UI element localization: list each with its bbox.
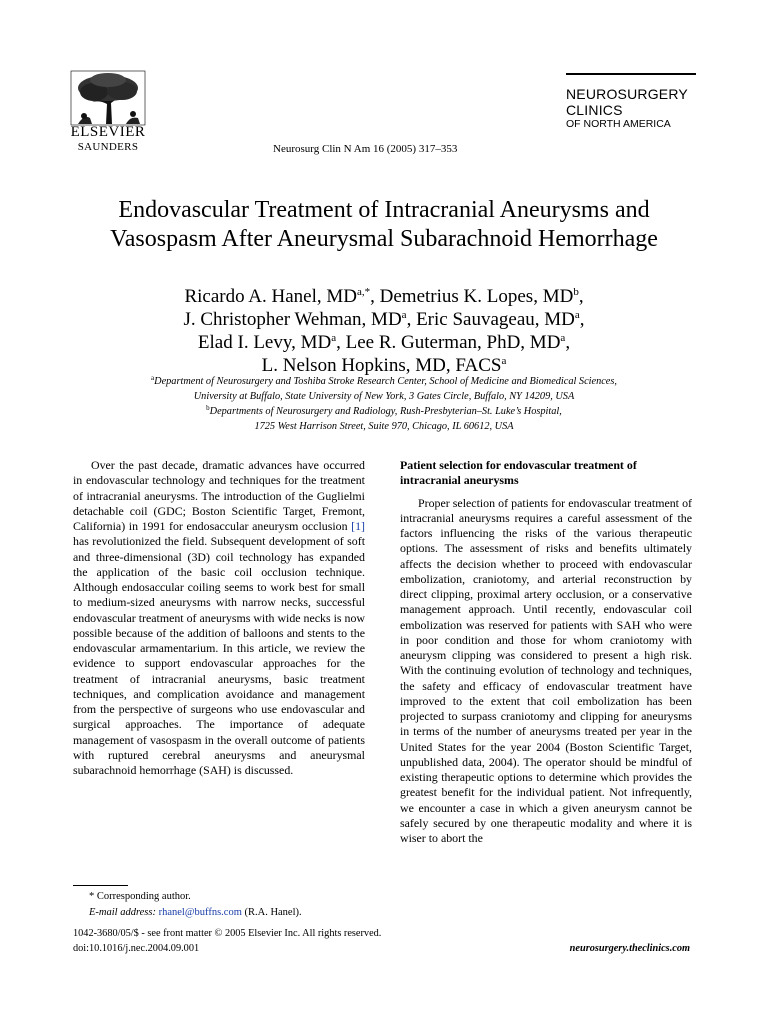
email-line — [73, 905, 365, 921]
author-list — [70, 285, 698, 377]
section-heading: Patient selection for endovascular treatment of intracranial aneurysms — [400, 458, 637, 488]
author-line — [70, 331, 698, 354]
author-name: Ricardo A. Hanel, MD — [184, 286, 357, 307]
author-separator: , — [565, 332, 571, 353]
footnote — [73, 889, 365, 921]
author-affiliation-mark: b — [573, 286, 579, 298]
intro-paragraph — [73, 458, 365, 778]
intro-text-cont: has revolutionized the field. Subsequent development of soft and three-dimensional (3D) coil technology has expanded the application of the basic coil occlusion technique. Although endosaccular coiling seems to work best for small to medium-sized aneurysms with narrow necks, successful endovascular treatment of aneurysms with wide necks is now possible because of the addition of balloons and stents to the endovascular armamentarium. In this article, we review the evidence to support endovascular approaches for the treatment of intracranial aneurysms, basic treatment techniques, and complication avoidance and management from the perspective of surgeons who use endovascular and surgical approaches. The importance of adequate management of vasospasm in the overall outcome of patients with ruptured cerebral aneurysms and aneurysmal subarachnoid hemorrhage (SAH) is discussed. — [73, 534, 365, 777]
journal-title-line1: NEUROSURGERY — [566, 86, 688, 102]
author-affiliation-mark: a — [560, 332, 566, 344]
author-separator: , — [370, 286, 380, 307]
author-separator: , — [406, 309, 417, 330]
author-separator: , — [578, 286, 584, 307]
doi-line[interactable]: doi:10.1016/j.nec.2004.09.001 — [73, 943, 200, 954]
affiliation-text: Department of Neurosurgery and Toshiba Stroke Research Center, School of Medicine and Biomedical Sciences, — [154, 376, 617, 387]
email-label: E-mail address: — [89, 907, 156, 918]
footnote-rule — [73, 885, 128, 886]
affiliation-line — [70, 374, 698, 389]
author-name: Elad I. Levy, MD — [197, 332, 332, 353]
intro-text: Over the past decade, dramatic advances have occurred in endovascular technology and techniques for the treatment of intracranial aneurysms. The introduction of the Guglielmi detachable coil (GDC; Boston Scientific Target, Fremont, California) in 1991 for endosaccular aneurysm occlusion — [73, 458, 365, 533]
affiliations — [70, 374, 698, 434]
affiliation-mark: b — [206, 404, 210, 412]
journal-title — [566, 86, 688, 118]
corresponding-author-note: * Corresponding author. — [89, 891, 191, 902]
author-affiliation-mark: a — [401, 309, 407, 321]
author-separator: , — [336, 332, 346, 353]
author-name: J. Christopher Wehman, MD — [183, 309, 402, 330]
author-affiliation-mark: a — [501, 355, 507, 367]
author-name: L. Nelson Hopkins, MD, FACS — [261, 355, 502, 376]
author-separator: , — [579, 309, 585, 330]
journal-citation: Neurosurg Clin N Am 16 (2005) 317–353 — [273, 143, 458, 155]
affiliation-text: Departments of Neurosurgery and Radiology, Rush-Presbyterian–St. Luke’s Hospital, — [209, 406, 562, 417]
journal-subtitle: OF NORTH AMERICA — [566, 118, 671, 130]
author-affiliation-mark: a,* — [357, 286, 371, 298]
issn-line: 1042-3680/05/$ - see front matter © 2005 Elsevier Inc. All rights reserved. — [73, 928, 382, 939]
affiliation-line — [70, 404, 698, 419]
affiliation-mark: a — [151, 374, 155, 382]
affiliation-line: University at Buffalo, State University of New York, 3 Gates Circle, Buffalo, NY 14209, USA — [193, 391, 575, 402]
author-line — [70, 285, 698, 308]
article-title: Endovascular Treatment of Intracranial Aneurysms and Vasospasm After Aneurysmal Subarachnoid Hemorrhage — [110, 197, 658, 252]
author-affiliation-mark: a — [574, 309, 580, 321]
publisher-name: ELSEVIER — [70, 124, 146, 140]
affiliation-line: 1725 West Harrison Street, Suite 970, Chicago, IL 60612, USA — [254, 421, 514, 432]
author-name: Eric Sauvageau, MD — [416, 309, 575, 330]
email-link[interactable]: rhanel@buffns.com — [158, 907, 242, 918]
copyright-block — [73, 926, 381, 956]
email-owner: (R.A. Hanel). — [244, 907, 302, 918]
tree-emblem-icon — [70, 70, 146, 126]
author-name: Lee R. Guterman, PhD, MD — [345, 332, 561, 353]
publisher-imprint: SAUNDERS — [77, 141, 139, 153]
journal-rule — [566, 73, 696, 75]
section-paragraph: Proper selection of patients for endovascular treatment of intracranial aneurysms requires a careful assessment of the factors influencing the risks of the various therapeutic options. The assessment of risks and benefits ultimately affects the decision whether to proceed with endovascular embolization, craniotomy, and arterial reconstruction by direct clipping, proximal artery occlusion, or a conservative management approach. Until recently, endovascular coil embolization was reserved for patients with SAH who were in poor condition and those for whom craniotomy with aneurysm clipping was considered to present a high risk. With the continuing evolution of technology and techniques, the safety and efficacy of endovascular treatment have improved to the extent that coil embolization has been projected to surpass craniotomy and clipping for aneurysms in terms of the number of aneurysms treated per year in the United States for the year 2004 (Boston Scientific Target, unpublished data, 2004). The operator should be mindful of existing therapeutic options to determine which provides the greatest benefit for the individual patient. Not infrequently, we encounter a case in which a given aneurysm cannot be safely secured by one therapeutic modality and where it is wiser to abort the — [400, 495, 692, 845]
author-name: Demetrius K. Lopes, MD — [379, 286, 574, 307]
journal-title-line2: CLINICS — [566, 102, 623, 118]
right-column — [400, 458, 692, 846]
journal-website[interactable]: neurosurgery.theclinics.com — [569, 943, 690, 954]
left-column — [73, 458, 365, 778]
author-affiliation-mark: a — [331, 332, 337, 344]
reference-link[interactable]: [1] — [351, 519, 365, 533]
author-line — [70, 308, 698, 331]
